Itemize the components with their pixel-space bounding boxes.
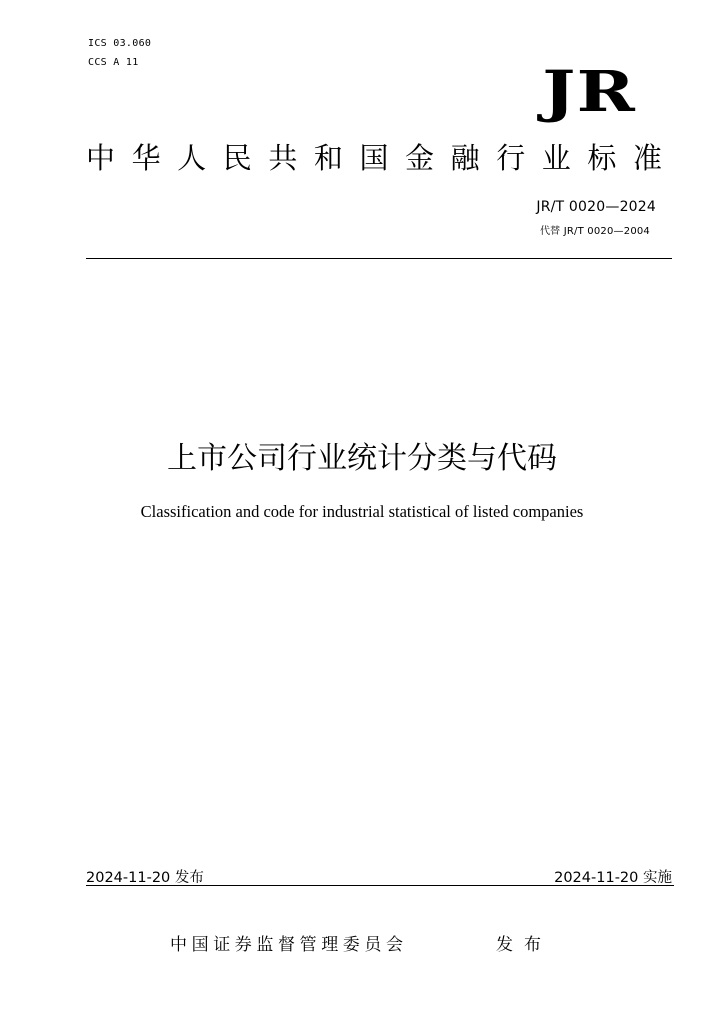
replaces-standard: 代替 JR/T 0020—2004 — [539, 226, 650, 237]
standard-category-char: 融 — [450, 141, 480, 175]
standard-category-char: 金 — [405, 141, 435, 175]
standard-number: JR/T 0020—2024 — [536, 199, 656, 215]
standard-category-char: 和 — [313, 141, 343, 175]
standard-category-title — [86, 140, 662, 176]
issuing-authority: 中国证券监督管理委员会 — [170, 935, 408, 955]
standard-category-char: 民 — [222, 141, 252, 175]
jr-logo: JR — [542, 59, 636, 125]
standard-category-char: 中 — [86, 141, 116, 175]
ics-code: ICS 03.060 — [88, 38, 152, 49]
document-title-chinese: 上市公司行业统计分类与代码 — [167, 441, 557, 476]
document-title-english: Classification and code for industrial statistical of listed companies — [140, 502, 584, 521]
standard-category-char: 人 — [177, 141, 207, 175]
ccs-code: CCS A 11 — [88, 57, 139, 68]
standard-category-char: 标 — [587, 141, 617, 175]
standard-category-char: 华 — [131, 141, 161, 175]
standard-category-char: 国 — [359, 141, 389, 175]
top-divider — [86, 258, 672, 259]
issue-label: 发布 — [496, 935, 552, 955]
standard-category-char: 准 — [632, 141, 662, 175]
standard-category-char: 业 — [541, 141, 571, 175]
bottom-divider — [86, 885, 674, 886]
standard-category-char: 行 — [496, 141, 526, 175]
publish-date: 2024-11-20 发布 — [86, 870, 204, 886]
implementation-date: 2024-11-20 实施 — [554, 870, 672, 886]
standard-category-char: 共 — [268, 141, 298, 175]
